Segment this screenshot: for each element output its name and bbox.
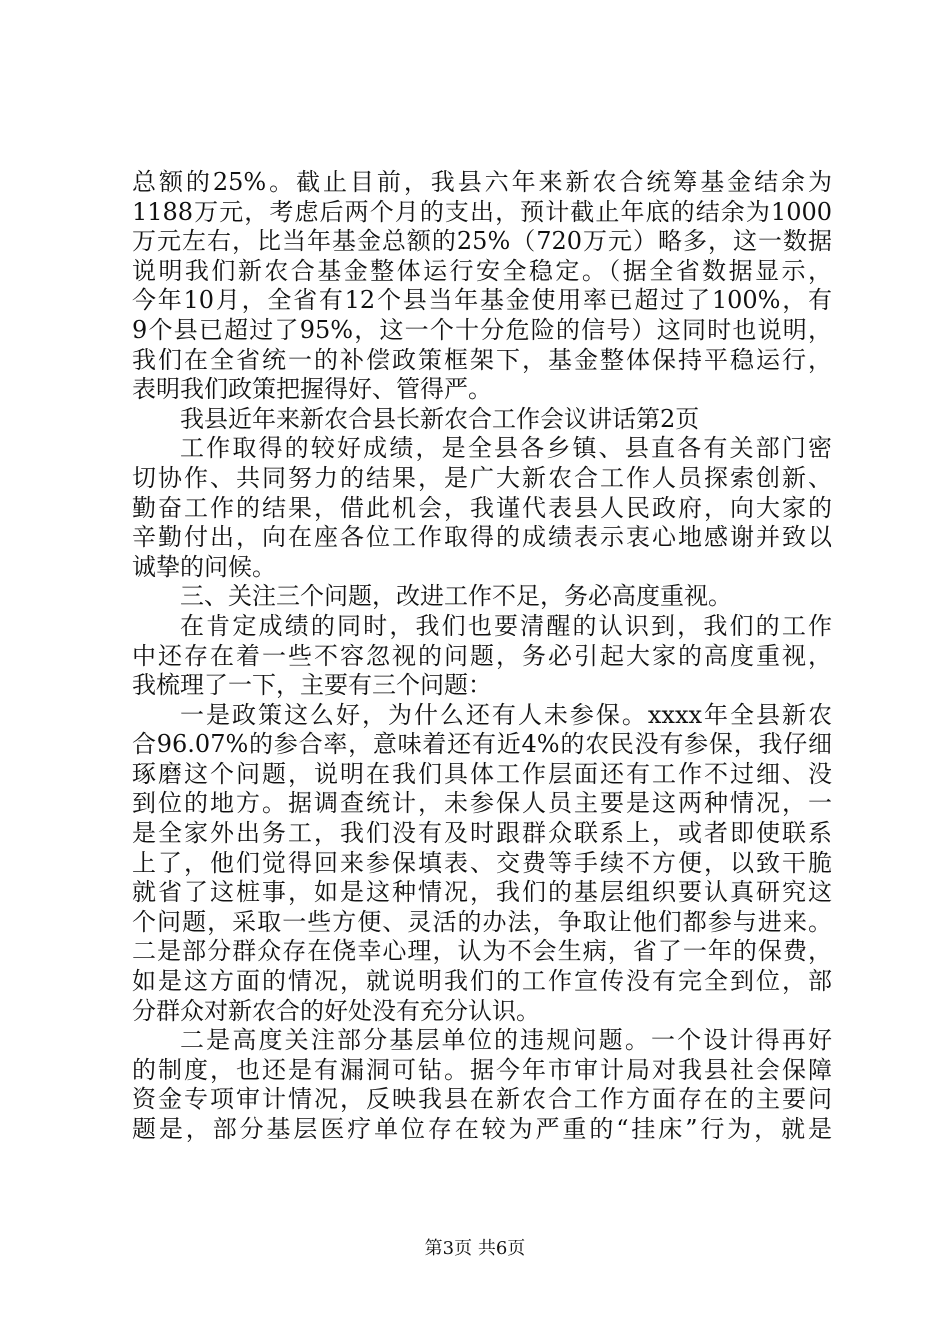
text-line: 总额的25%。截止目前，我县六年来新农合统筹基金结余为 xyxy=(132,168,832,196)
text-line: 我梳理了一下，主要有三个问题： xyxy=(132,671,492,700)
text-line: 二是高度关注部分基层单位的违规问题。一个设计得再好 xyxy=(180,1026,832,1055)
page-footer xyxy=(0,1238,950,1260)
text-line: 合96.07%的参合率，意味着还有近4%的农民没有参保，我仔细 xyxy=(132,730,832,759)
text-line: 个问题，采取一些方便、灵活的办法，争取让他们都参与进来。 xyxy=(132,907,832,936)
text-line: 题是，部分基层医疗单位存在较为严重的“挂床”行为，就是 xyxy=(132,1115,832,1143)
text-line: 资金专项审计情况，反映我县在新农合工作方面存在的主要问 xyxy=(132,1085,832,1114)
text-line: 的制度，也还是有漏洞可钻。据今年市审计局对我县社会保障 xyxy=(132,1055,832,1084)
text-line: 辛勤付出，向在座各位工作取得的成绩表示衷心地感谢并致以 xyxy=(132,523,832,552)
text-line: 表明我们政策把握得好、管得严。 xyxy=(132,375,492,404)
text-line: 如是这方面的情况，就说明我们的工作宣传没有完全到位，部 xyxy=(132,967,832,996)
document-body xyxy=(132,168,832,1145)
text-line: 一是政策这么好，为什么还有人未参保。xxxx年全县新农 xyxy=(180,700,832,729)
text-line: 到位的地方。据调查统计，未参保人员主要是这两种情况，一 xyxy=(132,789,832,818)
text-line: 我们在全省统一的补偿政策框架下，基金整体保持平稳运行， xyxy=(132,345,832,374)
text-line: 说明我们新农合基金整体运行安全稳定。（据全省数据显示， xyxy=(132,256,832,285)
text-line: 琢磨这个问题，说明在我们具体工作层面还有工作不过细、没 xyxy=(132,759,832,788)
text-line: 就省了这桩事，如是这种情况，我们的基层组织要认真研究这 xyxy=(132,878,832,907)
text-line: 1188万元，考虑后两个月的支出，预计截止年底的结余为1000 xyxy=(132,197,832,226)
text-line: 三、关注三个问题，改进工作不足，务必高度重视。 xyxy=(180,582,732,611)
text-line: 二是部分群众存在侥幸心理，认为不会生病，省了一年的保费， xyxy=(132,937,832,966)
text-line: 诚挚的问候。 xyxy=(132,552,276,581)
text-line: 工作取得的较好成绩，是全县各乡镇、县直各有关部门密 xyxy=(180,434,832,463)
text-line: 上了，他们觉得回来参保填表、交费等手续不方便，以致干脆 xyxy=(132,848,832,877)
text-line: 9个县已超过了95%，这一个十分危险的信号）这同时也说明， xyxy=(132,315,832,344)
text-line: 中还存在着一些不容忽视的问题，务必引起大家的高度重视， xyxy=(132,641,832,670)
text-line: 勤奋工作的结果，借此机会，我谨代表县人民政府，向大家的 xyxy=(132,493,832,522)
text-line: 在肯定成绩的同时，我们也要清醒的认识到，我们的工作 xyxy=(180,611,832,640)
text-line: 分群众对新农合的好处没有充分认识。 xyxy=(132,996,540,1025)
page-indicator: 第3页 共6页 xyxy=(424,1238,526,1259)
text-line: 是全家外出务工，我们没有及时跟群众联系上，或者即使联系 xyxy=(132,819,832,848)
text-line: 万元左右，比当年基金总额的25%（720万元）略多，这一数据 xyxy=(132,227,832,256)
text-line: 切协作、共同努力的结果，是广大新农合工作人员探索创新、 xyxy=(132,463,832,492)
text-line: 我县近年来新农合县长新农合工作会议讲话第2页 xyxy=(180,404,700,433)
text-line: 今年10月，全省有12个县当年基金使用率已超过了100%，有 xyxy=(132,286,832,315)
